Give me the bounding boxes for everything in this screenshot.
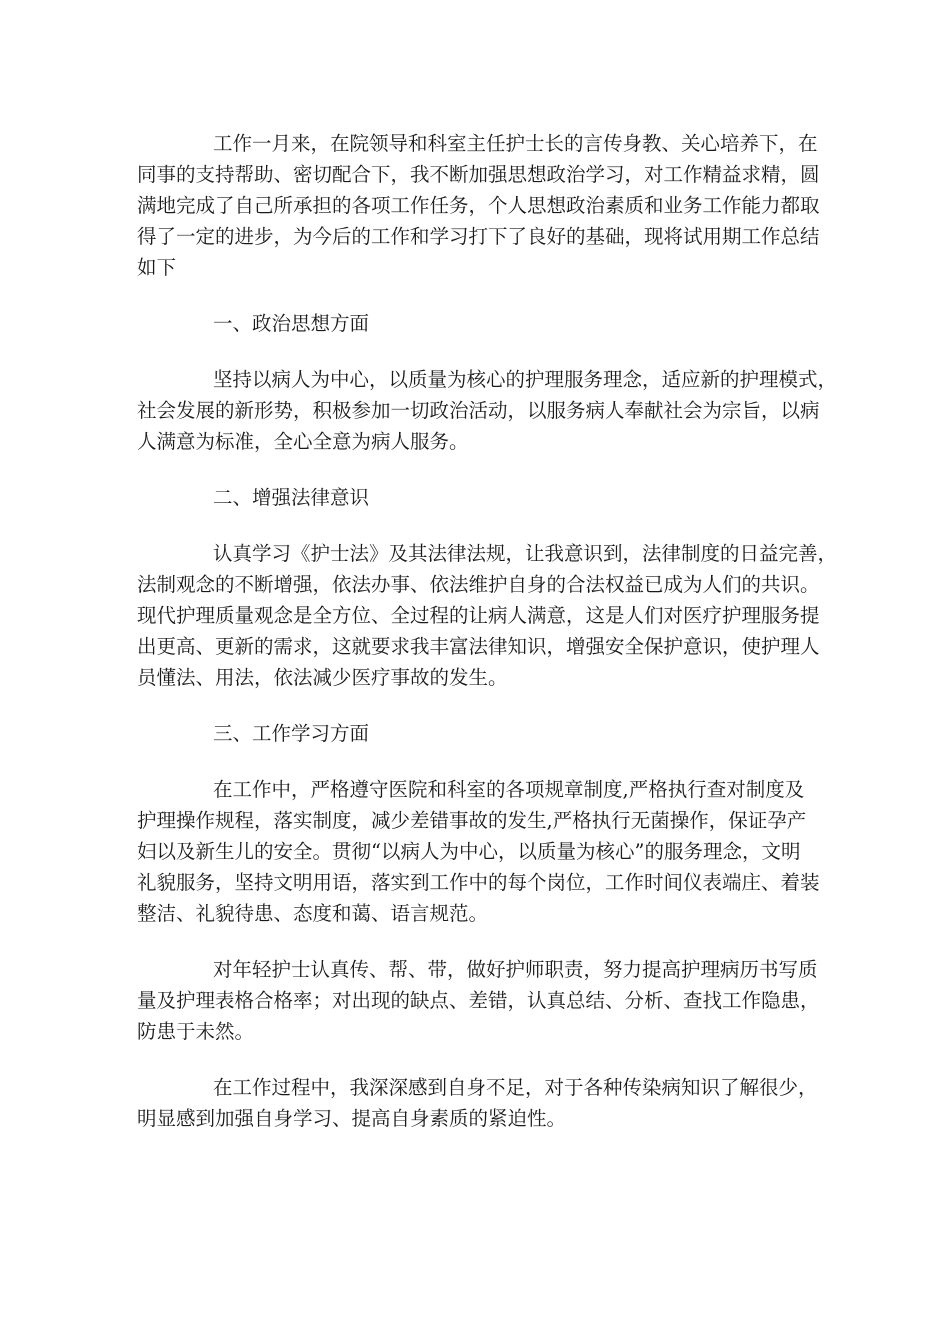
- text-line: 防患于未然。: [137, 1020, 255, 1043]
- text-line: 在工作中，严格遵守医院和科室的各项规章制度,严格执行查对制度及: [213, 778, 805, 801]
- text-line: 护理操作规程，落实制度，减少差错事故的发生,严格执行无菌操作，保证孕产: [137, 809, 807, 832]
- politics-paragraph: [137, 364, 838, 457]
- law-paragraph: [137, 538, 838, 693]
- text-line: 人满意为标准，全心全意为病人服务。: [137, 430, 469, 453]
- text-line: 量及护理表格合格率；对出现的缺点、差错，认真总结、分析、查找工作隐患，: [137, 989, 820, 1012]
- text-line: 出更高、更新的需求，这就要求我丰富法律知识，增强安全保护意识，使护理人: [137, 635, 820, 658]
- section-heading-law: 二、增强法律意识: [213, 486, 370, 509]
- document-body: [137, 128, 838, 1159]
- text-line: 社会发展的新形势，积极参加一切政治活动，以服务病人奉献社会为宗旨，以病: [137, 399, 820, 422]
- section-heading-work: 三、工作学习方面: [213, 722, 370, 745]
- text-line: 在工作过程中，我深深感到自身不足，对于各种传染病知识了解很少，: [213, 1076, 818, 1099]
- text-line: 整洁、礼貌待患、态度和蔼、语言规范。: [137, 902, 489, 925]
- text-line: 满地完成了自己所承担的各项工作任务，个人思想政治素质和业务工作能力都取: [137, 194, 820, 217]
- mentoring-paragraph: [137, 954, 819, 1047]
- text-line: 员懂法、用法，依法减少医疗事故的发生。: [137, 666, 508, 689]
- section-heading-politics: 一、政治思想方面: [213, 312, 370, 335]
- text-line: 现代护理质量观念是全方位、全过程的让病人满意，这是人们对医疗护理服务提: [137, 604, 820, 627]
- text-line: 妇以及新生儿的安全。贯彻“以病人为中心，以质量为核心”的服务理念，文明: [137, 840, 801, 863]
- intro-paragraph: [137, 128, 819, 283]
- text-line: 明显感到加强自身学习、提高自身素质的紧迫性。: [137, 1107, 567, 1130]
- text-line: 礼貌服务，坚持文明用语，落实到工作中的每个岗位，工作时间仪表端庄、着装: [137, 871, 820, 894]
- text-line: 工作一月来，在院领导和科室主任护士长的言传身教、关心培养下，在: [213, 132, 818, 155]
- reflection-paragraph: [137, 1072, 819, 1134]
- text-line: 如下: [137, 256, 177, 279]
- text-line: 对年轻护士认真传、帮、带，做好护师职责，努力提高护理病历书写质: [213, 958, 818, 981]
- text-line: 认真学习《护士法》及其法律法规，让我意识到，法律制度的日益完善，: [213, 542, 838, 565]
- work-paragraph: [137, 774, 819, 929]
- text-line: 同事的支持帮助、密切配合下，我不断加强思想政治学习，对工作精益求精，圆: [137, 163, 820, 186]
- text-line: 得了一定的进步，为今后的工作和学习打下了良好的基础，现将试用期工作总结: [137, 225, 820, 248]
- text-line: 法制观念的不断增强，依法办事、依法维护自身的合法权益已成为人们的共识。: [137, 573, 820, 596]
- text-line: 坚持以病人为中心，以质量为核心的护理服务理念，适应新的护理模式，: [213, 368, 838, 391]
